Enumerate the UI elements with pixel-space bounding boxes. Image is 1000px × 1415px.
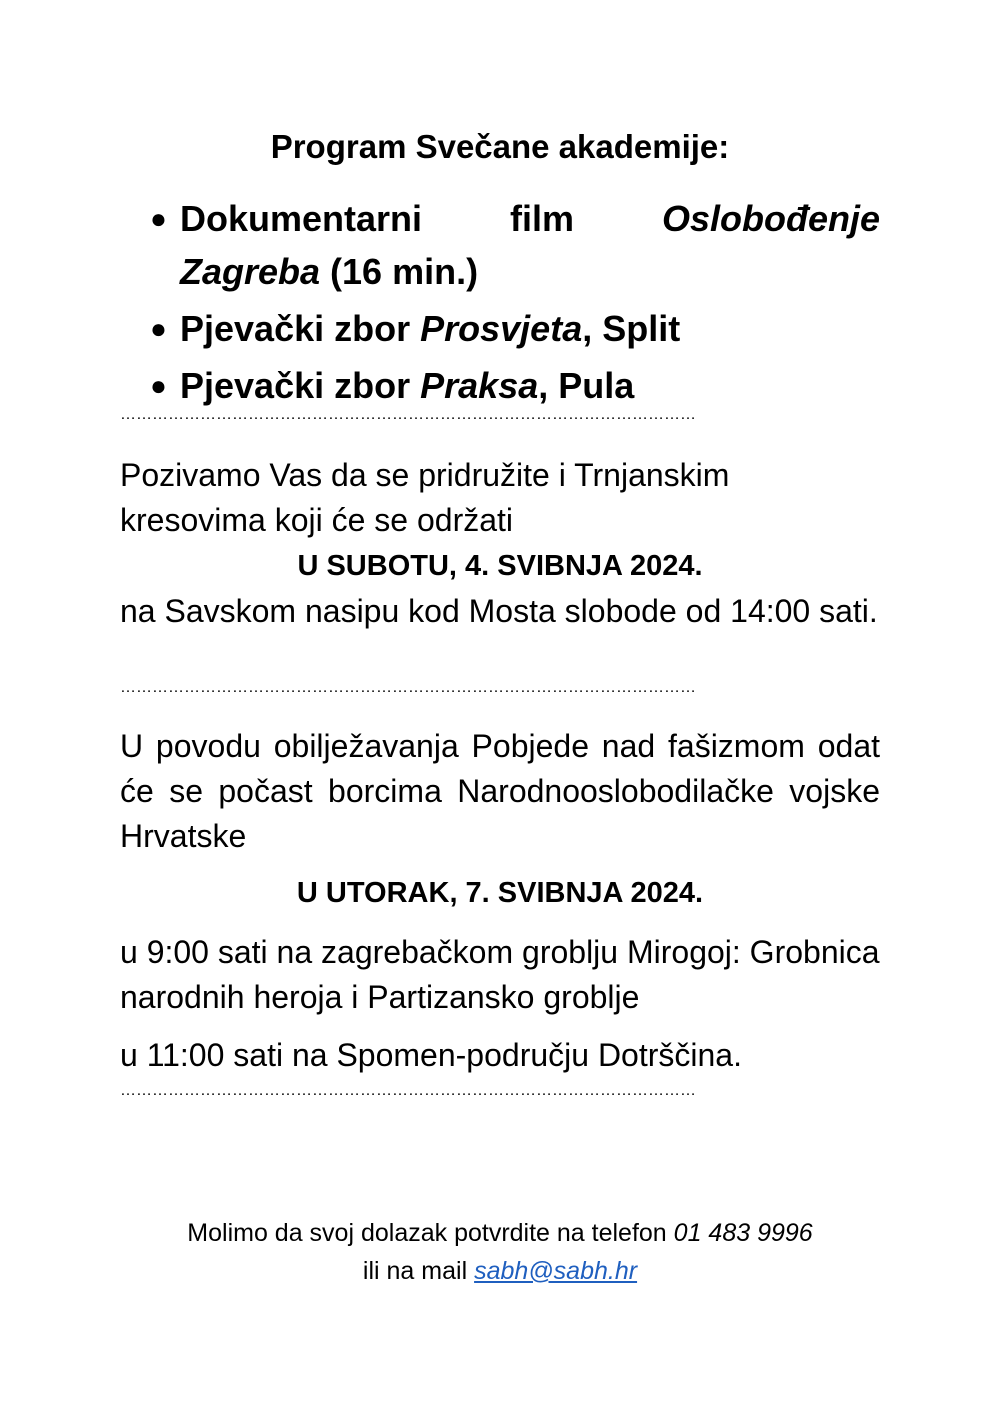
dotted-separator: ……………………………………………………………………………………………… <box>120 406 696 423</box>
commemoration-date: U UTORAK, 7. SVIBNJA 2024. <box>296 877 704 909</box>
invitation-date: U SUBOTU, 4. SVIBNJA 2024. <box>297 550 703 582</box>
rsvp-phone-number: 01 483 9996 <box>673 1219 813 1247</box>
rsvp-phone-prefix: Molimo da svoj dolazak potvrdite na telefon <box>187 1219 674 1247</box>
dotted-separator: ……………………………………………………………………………………………… <box>120 679 696 696</box>
rsvp-mail-line <box>0 1252 1000 1290</box>
choir-city: , Split <box>582 308 681 349</box>
bullet-icon: ● <box>150 203 167 234</box>
commemoration-event-2: u 11:00 sati na Spomen-području Dotrščina. <box>120 1037 742 1073</box>
commemoration-text: U povodu obilježavanja Pobjede nad fašizmom odat će se počast borcima Narodnooslobodilačke vojske Hrvatske <box>120 728 880 854</box>
film-word-1: Dokumentarni <box>180 198 423 239</box>
choir-name: Praksa <box>420 365 539 406</box>
film-title-part-1: Oslobođenje <box>661 198 880 239</box>
invitation-location: na Savskom nasipu kod Mosta slobode od 14:00 sati. <box>120 593 878 629</box>
commemoration-event-1: u 9:00 sati na zagrebačkom groblju Mirogoj: Grobnica narodnih heroja i Partizansko groblje <box>120 934 880 1015</box>
film-title-part-2: Zagreba <box>180 251 321 292</box>
program-item-film <box>150 192 880 298</box>
choir-city: , Pula <box>538 365 635 406</box>
email-link[interactable]: sabh@sabh.hr <box>474 1257 638 1285</box>
program-list <box>150 192 880 412</box>
bullet-icon: ● <box>150 313 167 344</box>
choir-name: Prosvjeta <box>420 308 583 349</box>
rsvp-mail-prefix: ili na mail <box>362 1257 475 1285</box>
dotted-separator: ……………………………………………………………………………………………… <box>120 1082 696 1099</box>
choir-prefix: Pjevački zbor <box>180 308 421 349</box>
program-title: Program Svečane akademije: <box>270 128 730 165</box>
choir-prefix: Pjevački zbor <box>180 365 421 406</box>
bullet-icon: ● <box>150 370 167 401</box>
film-line-2 <box>180 245 880 298</box>
program-item-choir-prosvjeta <box>150 302 880 355</box>
rsvp-phone-line <box>0 1214 1000 1252</box>
invitation-text: Pozivamo Vas da se pridružite i Trnjanskim kresovima koji će se održati <box>120 457 730 538</box>
film-word-2: film <box>510 198 575 239</box>
rsvp-footer <box>0 1214 1000 1290</box>
film-line <box>180 192 880 245</box>
film-duration: (16 min.) <box>320 251 479 292</box>
